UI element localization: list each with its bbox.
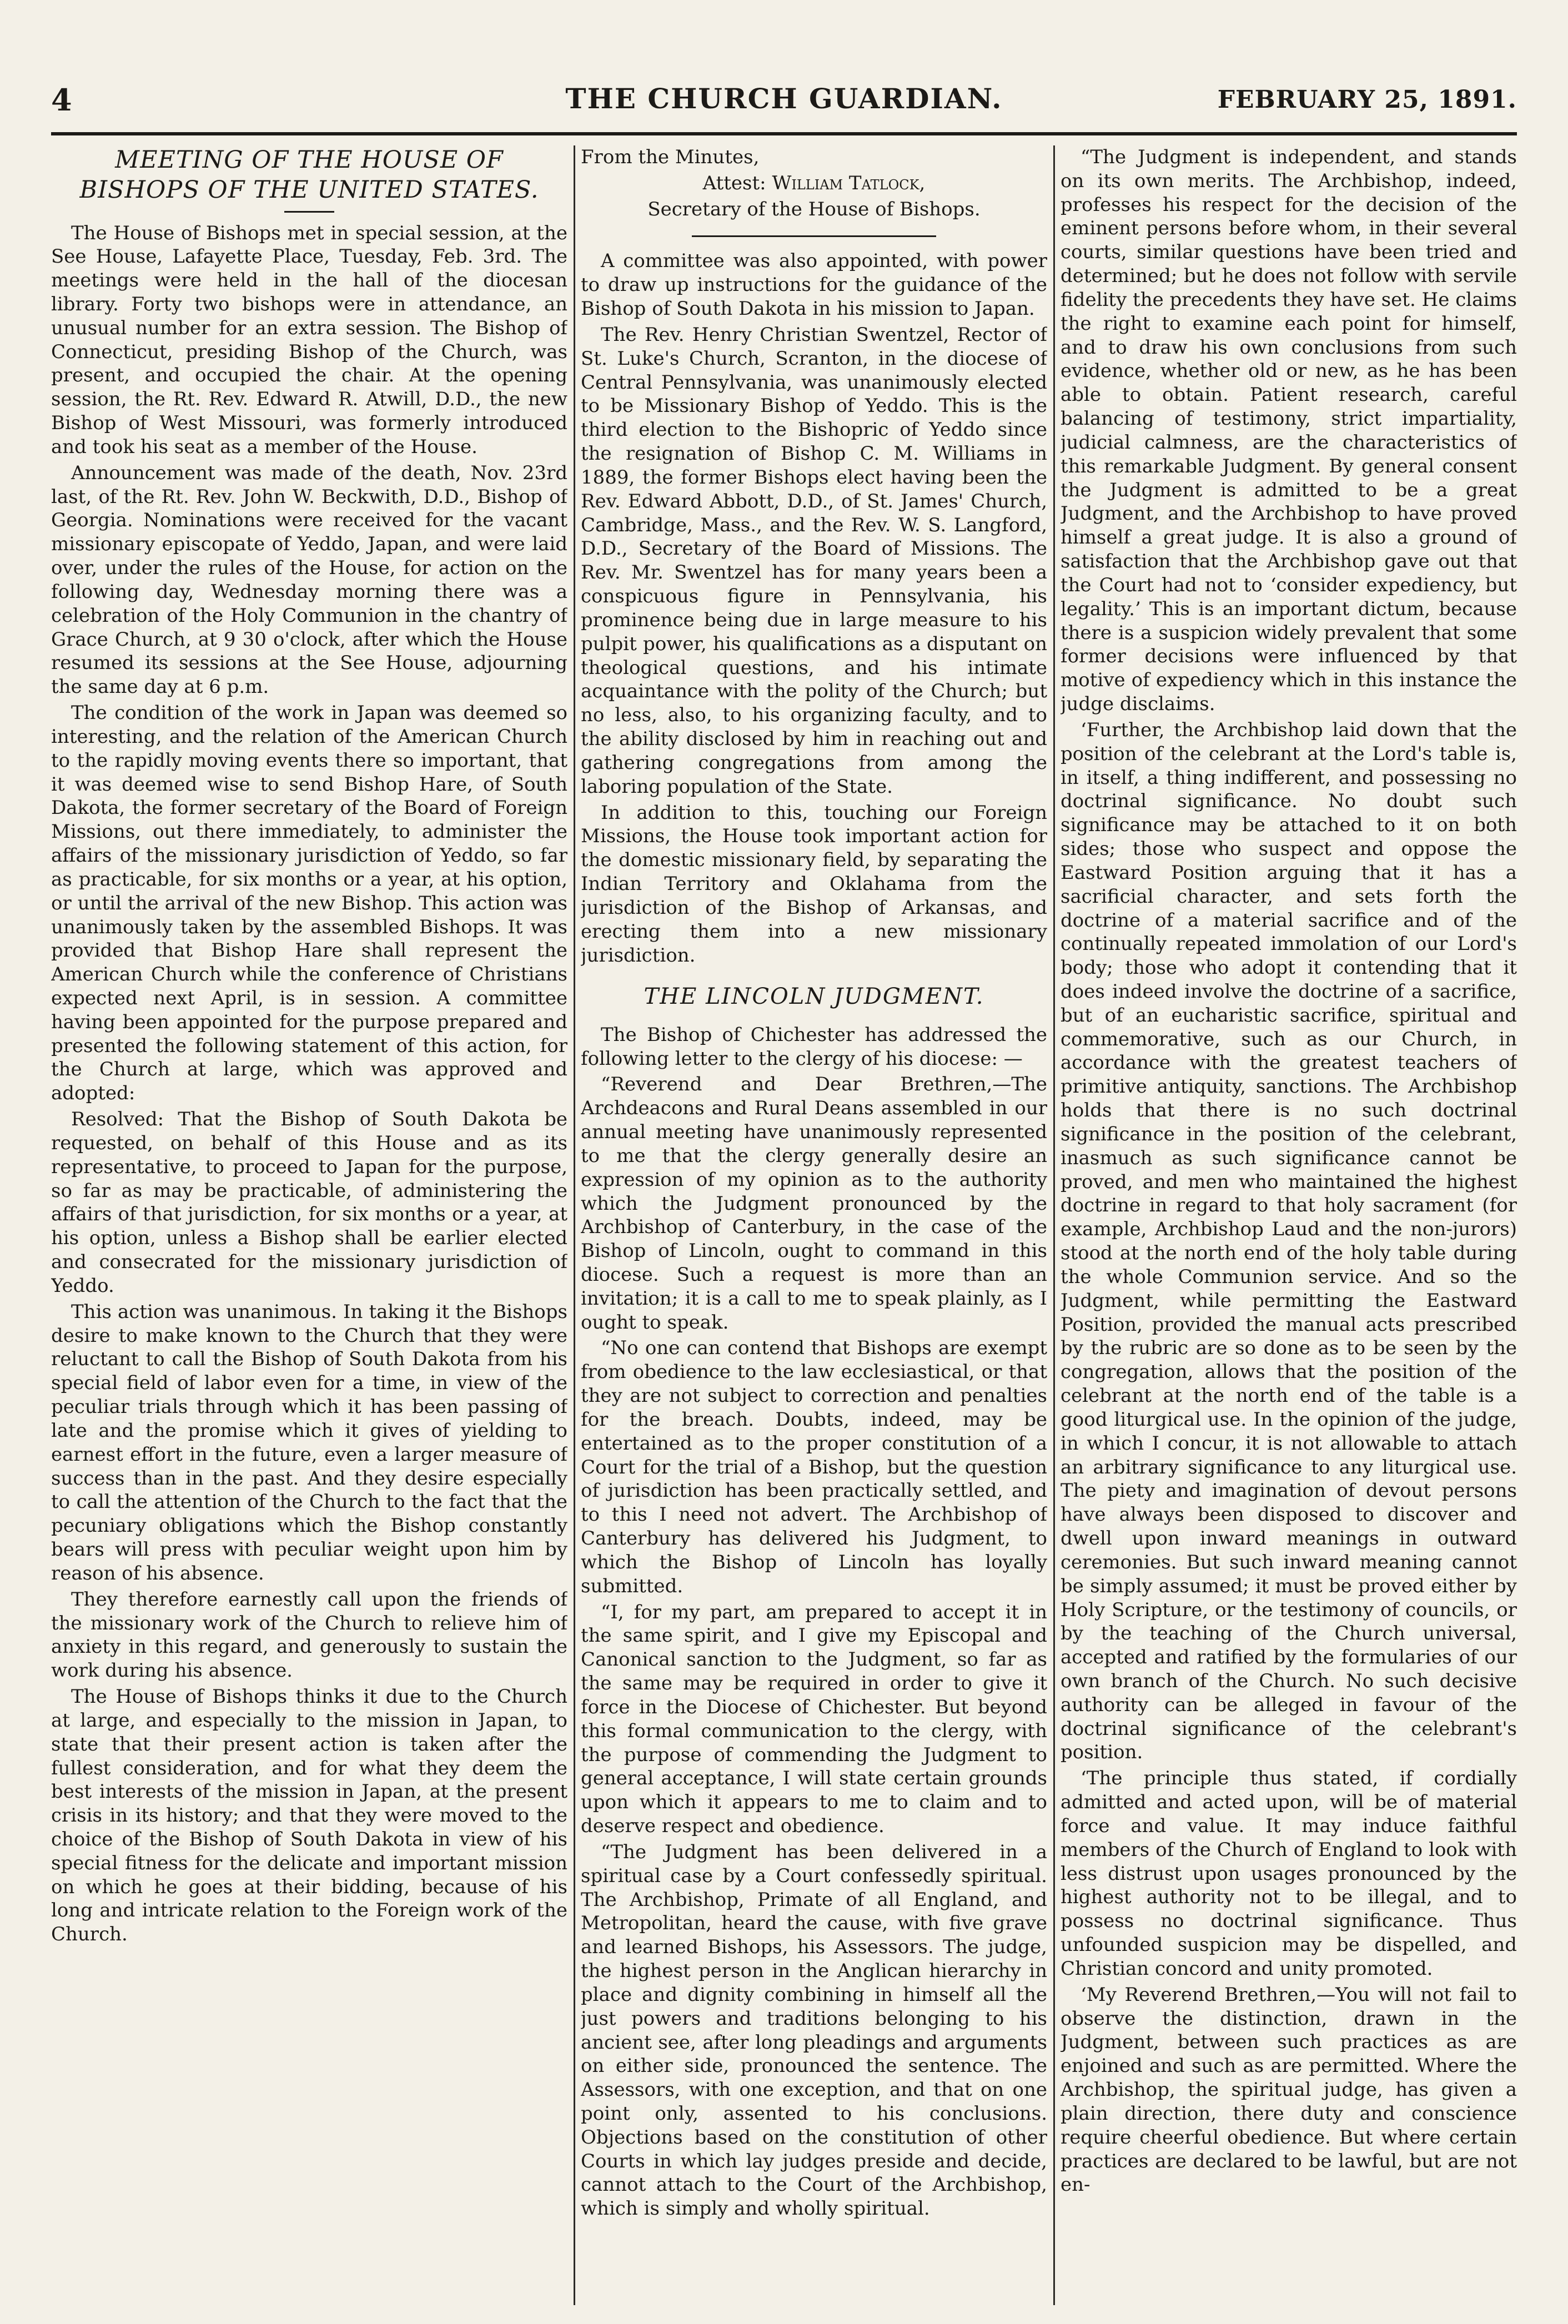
article-title: MEETING OF THE HOUSE OF BISHOPS OF THE UNITED STATES.	[79, 146, 539, 204]
article-paragraph: This action was unanimous. In taking it the Bishops desire to make known to the Church that they were reluctant to call the Bishop of South Dakota from his special field of labor even for a time, in view of the peculiar trials through which it has been passing of late and the promise which it gives of yielding to earnest effort in the future, even a larger measure of success than in the past. And they desire especially to call the attention of the Church to the fact that the pecuniary obligations which the Bishop constantly bears will press with peculiar weight upon him by reason of his absence.	[51, 1300, 567, 1584]
letter-paragraph: “The Judgment has been delivered in a spiritual case by a Court confessedly spiritual. The Archbishop, Primate of all England, and Metropolitan, heard the cause, with five grave and learned Bishops, his Assessors. The judge, the highest person in the Anglican hierarchy in place and dignity combining in himself all the just powers and traditions belonging to his ancient see, after long pleadings and arguments on either side, pronounced the sentence. The Assessors, with one exception, and that on one point only, assented to his conclusions. Objections based on the constitution of other Courts in which lay judges preside and decide, cannot attach to the Court of the Archbishop, which is simply and wholly spiritual.	[581, 1840, 1047, 2220]
column-divider	[574, 145, 575, 2305]
article-paragraph: The condition of the work in Japan was deemed so interesting, and the relation of the American Church to the rapidly moving events there so important, that it was deemed wise to send Bishop Hare, of South Dakota, the former secretary of the Board of Foreign Missions, out there immediately, to administer the affairs of the missionary jurisdiction of Yeddo, so far as practicable, for six months or a year, at his option, or until the arrival of the new Bishop. This action was unanimously taken by the assembled Bishops. It was provided that Bishop Hare shall represent the American Church while the conference of Christians expected next April, is in session. A committee having been appointed for the purpose prepared and presented the following statement of this action, for the Church at large, which was approved and adopted:	[51, 702, 567, 1105]
article-paragraph: They therefore earnestly call upon the friends of the missionary work of the Church to relieve him of anxiety in this regard, and generously to sustain the work during his absence.	[51, 1588, 567, 1682]
newspaper-title: THE CHURCH GUARDIAN.	[565, 82, 1003, 115]
article-paragraph: The Bishop of Chichester has addressed the following letter to the clergy of his diocese: —	[581, 1023, 1047, 1070]
letter-paragraph: ‘My Reverend Brethren,—You will not fail to observe the distinction, drawn in the Judgment, between such practices as are enjoined and such as are permitted. Where the Archbishop, the spiritual judge, has given a plain direction, there duty and conscience require cheerful obedience. But where certain practices are declared to be lawful, but are not en-	[1061, 1983, 1517, 2196]
article-paragraph: The House of Bishops met in special session, at the See House, Lafayette Place, Tuesday, Feb. 3rd. The meetings were held in the hall of the diocesan library. Forty two bishops were in attendance, an unusual number for an extra session. The Bishop of Connecticut, presiding Bishop of the Church, was present, and occupied the chair. At the opening session, the Rt. Rev. Edward R. Atwill, D.D., the new Bishop of West Missouri, was formerly introduced and took his seat as a member of the House.	[51, 222, 567, 458]
article-paragraph: Announcement was made of the death, Nov. 23rd last, of the Rt. Rev. John W. Beckwith, D.D., Bishop of Georgia. Nominations were received for the vacant missionary episcopate of Yeddo, Japan, and were laid over, under the rules of the House, for action on the following day, Wednesday morning there was a celebration of the Holy Communion in the chantry of Grace Church, at 9 30 o'clock, after which the House resumed its sessions at the See House, adjourning the same day at 6 p.m.	[51, 461, 567, 698]
column-3	[1061, 145, 1517, 2305]
header-rule	[51, 132, 1517, 135]
article-paragraph: The House of Bishops thinks it due to the Church at large, and especially to the mission in Japan, to state that their present action is taken after the fullest consideration, and for what they deem the best interests of the mission in Japan, at the present crisis in its history; and that they were moved to the choice of the Bishop of South Dakota in view of his special fitness for the delicate and important mission on which he goes at their bidding, because of his long and intricate relation to the Foreign work of the Church.	[51, 1686, 567, 1946]
section-rule	[692, 235, 936, 237]
attest-name: William Tatlock,	[772, 172, 926, 194]
column-divider	[1053, 145, 1055, 2305]
article-paragraph: In addition to this, touching our Foreign Missions, the House took important action for the domestic missionary field, by separating the Indian Territory and Oklahama from the jurisdiction of the Bishop of Arkansas, and erecting them into a new missionary jurisdiction.	[581, 801, 1047, 967]
attest-label: Attest:	[702, 172, 766, 194]
attest-title: Secretary of the House of Bishops.	[647, 198, 981, 220]
letter-paragraph: ‘Further, the Archbishop laid down that the position of the celebrant at the Lord's table is, in itself, a thing indifferent, and possessing no doctrinal significance. No doubt such significance may be attached to it on both sides; those who suspect and oppose the Eastward Position arguing that it has a sacrificial character, and sets forth the doctrine of a material sacrifice and of the continually repeated immolation of our Lord's body; those who adopt it contending that it does indeed involve the doctrine of a sacrifice, but of an eucharistic sacrifice, spiritual and commemorative, such as our Church, in accordance with the greatest teachers of primitive antiquity, sanctions. The Archbishop holds that there is no such doctrinal significance in the position of the celebrant, inasmuch as such significance cannot be proved, and men who maintained the highest doctrine in regard to that holy sacrament (for example, Archbishop Laud and the non-jurors) stood at the north end of the holy table during the whole Communion service. And so the Judgment, while permitting the Eastward Position, provided the manual acts prescribed by the rubric are so done as to be seen by the congregation, allows that the position of the celebrant at the north end of the table is a good liturgical use. In the opinion of the judge, in which I concur, it is not allowable to attach an arbitrary significance to any liturgical use. The piety and imagination of devout persons have always been disposed to discover and dwell upon inward meanings in outward ceremonies. But such inward meaning cannot be simply assumed; it must be proved either by Holy Scripture, or the testimony of councils, or by the teaching of the Church universal, accepted and ratified by the formularies of our own branch of the Church. No such decisive authority can be alleged in favour of the doctrinal significance of the celebrant's position.	[1061, 718, 1517, 1764]
letter-paragraph: “I, for my part, am prepared to accept it in the same spirit, and I give my Episcopal and Canonical sanction to the Judgment, so far as the same may be required in order to give it force in the Diocese of Chichester. But beyond this formal communication to the clergy, with the purpose of commending the Judgment to general acceptance, I will state certain grounds upon which it appears to me to claim and to deserve respect and obedience.	[581, 1601, 1047, 1838]
letter-paragraph: “No one can contend that Bishops are exempt from obedience to the law ecclesiastical, or that they are not subject to correction and penalties for the breach. Doubts, indeed, may be entertained as to the proper constitution of a Court for the trial of a Bishop, but the question of jurisdiction has been practically settled, and to this I need not advert. The Archbishop of Canterbury has delivered his Judgment, to which the Bishop of Lincoln has loyally submitted.	[581, 1337, 1047, 1597]
article-title: THE LINCOLN JUDGMENT.	[644, 984, 984, 1010]
attest-line	[581, 172, 1047, 195]
title-rule	[284, 211, 334, 213]
article-paragraph: A committee was also appointed, with power to draw up instructions for the guidance of the Bishop of South Dakota in his mission to Japan.	[581, 250, 1047, 320]
page-header	[51, 78, 1517, 128]
letter-paragraph: ‘The principle thus stated, if cordially admitted and acted upon, will be of material force and value. It may induce faithful members of the Church of England to look with less distrust upon usages pronounced by the highest authority not to be illegal, and to possess no doctrinal significance. Thus unfounded suspicion may be dispelled, and Christian concord and unity promoted.	[1061, 1767, 1517, 1980]
letter-paragraph: “Reverend and Dear Brethren,—The Archdeacons and Rural Deans assembled in our annual meeting have unanimously represented to me that the clergy generally desire an expression of my opinion as to the authority which the Judgment pronounced by the Archbishop of Canterbury, in the case of the Bishop of Lincoln, ought to command in this diocese. Such a request is more than an invitation; it is a call to me to speak plainly, as I ought to speak.	[581, 1073, 1047, 1334]
column-2	[581, 145, 1047, 2305]
article-paragraph: The Rev. Henry Christian Swentzel, Rector of St. Luke's Church, Scranton, in the diocese of Central Pennsylvania, was unanimously elected to be Missionary Bishop of Yeddo. This is the third election to the Bishopric of Yeddo since the resignation of Bishop C. M. Williams in 1889, the former Bishops elect having been the Rev. Edward Abbott, D.D., of St. James' Church, Cambridge, Mass., and the Rev. W. S. Langford, D.D., Secretary of the Board of Missions. The Rev. Mr. Swentzel has for many years been a conspicuous figure in Pennsylvania, his prominence being due in large measure to his pulpit power, his qualifications as a disputant on theological questions, and his intimate acquaintance with the polity of the Church; but no less, also, to his organizing faculty, and to the ability disclosed by him in reaching out and gathering congregations from among the laboring population of the State.	[581, 323, 1047, 798]
resolution-paragraph: Resolved: That the Bishop of South Dakota be requested, on behalf of this House and as its representative, to proceed to Japan for the purpose, so far as may be practicable, of administering the affairs of that jurisdiction, for six months or a year, at his option, unless a Bishop shall be earlier elected and consecrated for the missionary jurisdiction of Yeddo.	[51, 1108, 567, 1297]
minutes-line: From the Minutes,	[581, 146, 760, 168]
page-number: 4	[51, 82, 72, 118]
issue-date: FEBRUARY 25, 1891.	[1217, 85, 1517, 114]
letter-paragraph: “The Judgment is independent, and stands on its own merits. The Archbishop, indeed, professes his respect for the decision of the eminent persons before whom, in their several courts, similar questions have been tried and determined; but he does not follow with servile fidelity the precedents they have set. He claims the right to examine each point for himself, and to draw his own conclusions from such evidence, whether old or new, as he has been able to obtain. Patient research, careful balancing of testimony, strict impartiality, judicial calmness, are the characteristics of this remarkable Judgment. By general consent the Judgment is admitted to be a great Judgment, and the Archbishop to have proved himself a great judge. It is also a ground of satisfaction that the Archbishop gave out that the Court had not to ‘consider expediency, but legality.’ This is an important dictum, because there is a suspicion widely prevalent that some former decisions were influenced by that motive of expediency which in this instance the judge disclaims.	[1061, 146, 1517, 716]
column-1	[51, 145, 567, 2305]
